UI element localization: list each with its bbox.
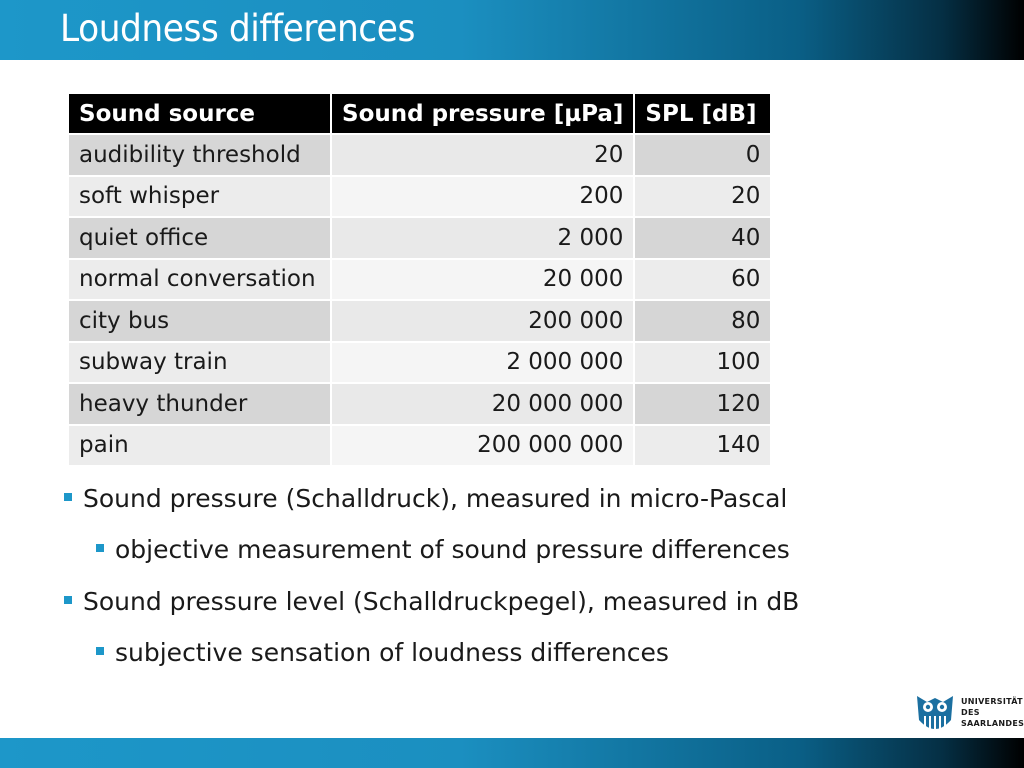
table-header-row — [69, 94, 770, 133]
bullet-item-level-2 — [96, 535, 790, 564]
column-header-sound-source: Sound source — [69, 94, 330, 133]
sound-source-cell: audibility threshold — [69, 135, 330, 175]
table-row — [69, 301, 770, 341]
sound-pressure-cell: 20 000 000 — [332, 384, 633, 424]
table-row — [69, 135, 770, 175]
spl-cell: 80 — [635, 301, 770, 341]
bullet-square-icon — [96, 544, 104, 552]
bullet-square-icon — [96, 647, 104, 655]
sound-pressure-cell: 20 — [332, 135, 633, 175]
table-row — [69, 343, 770, 383]
loudness-table — [67, 92, 772, 467]
bullet-text: subjective sensation of loudness differences — [115, 638, 669, 667]
sound-source-cell: normal conversation — [69, 260, 330, 300]
table-row — [69, 260, 770, 300]
bullet-square-icon — [64, 596, 72, 604]
spl-cell: 40 — [635, 218, 770, 258]
sound-pressure-cell: 200 — [332, 177, 633, 217]
sound-source-cell: subway train — [69, 343, 330, 383]
title-bar — [0, 0, 1024, 60]
owl-crest-icon — [914, 692, 956, 736]
spl-cell: 100 — [635, 343, 770, 383]
bullet-text: Sound pressure level (Schalldruckpegel), measured in dB — [83, 587, 800, 616]
spl-cell: 20 — [635, 177, 770, 217]
table-row — [69, 177, 770, 217]
column-header-sound-pressure: Sound pressure [µPa] — [332, 94, 633, 133]
bullet-square-icon — [64, 493, 72, 501]
sound-source-cell: heavy thunder — [69, 384, 330, 424]
spl-cell: 0 — [635, 135, 770, 175]
bullet-item-level-1 — [64, 484, 787, 513]
sound-pressure-cell: 200 000 000 — [332, 426, 633, 466]
sound-pressure-cell: 20 000 — [332, 260, 633, 300]
sound-source-cell: city bus — [69, 301, 330, 341]
bullet-text: objective measurement of sound pressure differences — [115, 535, 790, 564]
sound-pressure-cell: 2 000 — [332, 218, 633, 258]
bullet-text: Sound pressure (Schalldruck), measured in micro-Pascal — [83, 484, 788, 513]
footer-bar — [0, 738, 1024, 768]
sound-source-cell: quiet office — [69, 218, 330, 258]
sound-pressure-cell: 2 000 000 — [332, 343, 633, 383]
spl-cell: 140 — [635, 426, 770, 466]
table-row — [69, 384, 770, 424]
spl-cell: 60 — [635, 260, 770, 300]
sound-source-cell: soft whisper — [69, 177, 330, 217]
sound-pressure-cell: 200 000 — [332, 301, 633, 341]
bullet-item-level-2 — [96, 638, 669, 667]
university-logo — [914, 692, 1024, 736]
spl-cell: 120 — [635, 384, 770, 424]
sound-source-cell: pain — [69, 426, 330, 466]
table-row — [69, 218, 770, 258]
slide-title: Loudness differences — [60, 7, 415, 50]
bullet-item-level-1 — [64, 587, 799, 616]
logo-wordmark: UNIVERSITÄT DES SAARLANDES — [961, 697, 1024, 728]
column-header-spl: SPL [dB] — [635, 94, 770, 133]
table-row — [69, 426, 770, 466]
